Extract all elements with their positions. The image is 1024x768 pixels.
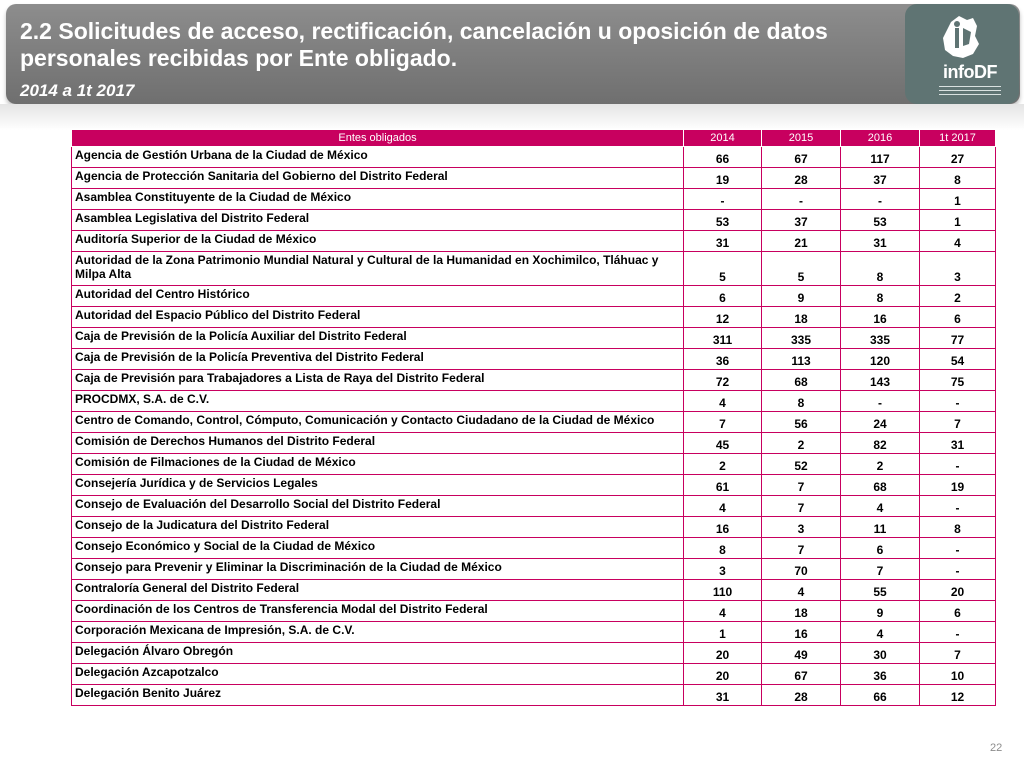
value-cell-y1t2017: 6 xyxy=(920,307,996,328)
value-cell-y1t2017: 75 xyxy=(920,370,996,391)
entity-name-cell: Agencia de Gestión Urbana de la Ciudad de México xyxy=(72,147,684,168)
title-banner xyxy=(6,4,1020,104)
value-cell-y1t2017: 6 xyxy=(920,601,996,622)
table-row xyxy=(72,370,996,391)
value-cell-y1t2017: - xyxy=(920,538,996,559)
value-cell-y2016: 24 xyxy=(841,412,920,433)
value-cell-y2014: 12 xyxy=(684,307,762,328)
column-header-2015: 2015 xyxy=(762,130,841,147)
table-row xyxy=(72,643,996,664)
value-cell-y2016: 16 xyxy=(841,307,920,328)
table-row xyxy=(72,328,996,349)
value-cell-y2016: 31 xyxy=(841,231,920,252)
value-cell-y2015: 7 xyxy=(762,496,841,517)
value-cell-y2015: 18 xyxy=(762,307,841,328)
value-cell-y2014: 6 xyxy=(684,286,762,307)
value-cell-y2015: 18 xyxy=(762,601,841,622)
value-cell-y2014: 72 xyxy=(684,370,762,391)
value-cell-y2015: 52 xyxy=(762,454,841,475)
value-cell-y2015: 7 xyxy=(762,538,841,559)
entity-name-cell: Asamblea Constituyente de la Ciudad de México xyxy=(72,189,684,210)
value-cell-y2014: 110 xyxy=(684,580,762,601)
value-cell-y2014: 8 xyxy=(684,538,762,559)
value-cell-y2016: 37 xyxy=(841,168,920,189)
value-cell-y2015: 113 xyxy=(762,349,841,370)
entity-name-cell: Agencia de Protección Sanitaria del Gobierno del Distrito Federal xyxy=(72,168,684,189)
entity-name-cell: Centro de Comando, Control, Cómputo, Comunicación y Contacto Ciudadano de la Ciudad de México xyxy=(72,412,684,433)
value-cell-y2016: 4 xyxy=(841,622,920,643)
logo-caption-lines xyxy=(939,86,1001,95)
entity-name-cell: Corporación Mexicana de Impresión, S.A. de C.V. xyxy=(72,622,684,643)
value-cell-y2015: 28 xyxy=(762,685,841,706)
value-cell-y2014: 16 xyxy=(684,517,762,538)
value-cell-y2014: 45 xyxy=(684,433,762,454)
column-header-entity: Entes obligados xyxy=(72,130,684,147)
value-cell-y2016: 55 xyxy=(841,580,920,601)
entity-name-cell: Caja de Previsión para Trabajadores a Lista de Raya del Distrito Federal xyxy=(72,370,684,391)
value-cell-y2016: 11 xyxy=(841,517,920,538)
value-cell-y2015: 67 xyxy=(762,664,841,685)
entity-name-cell: Consejo Económico y Social de la Ciudad de México xyxy=(72,538,684,559)
entity-name-cell: Caja de Previsión de la Policía Auxiliar del Distrito Federal xyxy=(72,328,684,349)
value-cell-y1t2017: 1 xyxy=(920,189,996,210)
table-row xyxy=(72,168,996,189)
table-row xyxy=(72,433,996,454)
value-cell-y2015: 335 xyxy=(762,328,841,349)
table-row xyxy=(72,349,996,370)
value-cell-y2016: 120 xyxy=(841,349,920,370)
table-row xyxy=(72,496,996,517)
value-cell-y2014: 7 xyxy=(684,412,762,433)
page-title: 2.2 Solicitudes de acceso, rectificación, cancelación u oposición de datos personales recibidas por Ente obligado. xyxy=(20,18,828,71)
value-cell-y2014: 36 xyxy=(684,349,762,370)
banner-shadow xyxy=(0,104,1024,130)
entity-name-cell: Consejería Jurídica y de Servicios Legales xyxy=(72,475,684,496)
table-row xyxy=(72,307,996,328)
value-cell-y1t2017: - xyxy=(920,391,996,412)
value-cell-y2015: 28 xyxy=(762,168,841,189)
value-cell-y2015: 70 xyxy=(762,559,841,580)
entity-name-cell: Consejo para Prevenir y Eliminar la Discriminación de la Ciudad de México xyxy=(72,559,684,580)
value-cell-y2015: 49 xyxy=(762,643,841,664)
value-cell-y2016: 36 xyxy=(841,664,920,685)
value-cell-y2014: 31 xyxy=(684,685,762,706)
entity-name-cell: Comisión de Filmaciones de la Ciudad de México xyxy=(72,454,684,475)
value-cell-y1t2017: 8 xyxy=(920,168,996,189)
value-cell-y1t2017: 77 xyxy=(920,328,996,349)
value-cell-y2015: - xyxy=(762,189,841,210)
value-cell-y1t2017: 8 xyxy=(920,517,996,538)
value-cell-y2014: 3 xyxy=(684,559,762,580)
requests-table xyxy=(71,129,996,706)
table-row xyxy=(72,189,996,210)
value-cell-y1t2017: 7 xyxy=(920,412,996,433)
value-cell-y2015: 7 xyxy=(762,475,841,496)
value-cell-y2014: 19 xyxy=(684,168,762,189)
value-cell-y2015: 2 xyxy=(762,433,841,454)
value-cell-y1t2017: 1 xyxy=(920,210,996,231)
value-cell-y2014: 4 xyxy=(684,391,762,412)
value-cell-y2016: 66 xyxy=(841,685,920,706)
value-cell-y2016: 7 xyxy=(841,559,920,580)
value-cell-y1t2017: 4 xyxy=(920,231,996,252)
value-cell-y2014: 66 xyxy=(684,147,762,168)
value-cell-y1t2017: 3 xyxy=(920,252,996,286)
value-cell-y2014: 20 xyxy=(684,664,762,685)
entity-name-cell: Auditoría Superior de la Ciudad de México xyxy=(72,231,684,252)
value-cell-y2014: 20 xyxy=(684,643,762,664)
value-cell-y2014: 61 xyxy=(684,475,762,496)
value-cell-y2015: 8 xyxy=(762,391,841,412)
table-row xyxy=(72,412,996,433)
value-cell-y2016: - xyxy=(841,189,920,210)
value-cell-y2016: 4 xyxy=(841,496,920,517)
value-cell-y1t2017: 27 xyxy=(920,147,996,168)
value-cell-y1t2017: - xyxy=(920,454,996,475)
entity-name-cell: Consejo de la Judicatura del Distrito Federal xyxy=(72,517,684,538)
column-header-2014: 2014 xyxy=(684,130,762,147)
table-row xyxy=(72,517,996,538)
infodf-logo xyxy=(905,4,1019,104)
value-cell-y1t2017: - xyxy=(920,622,996,643)
value-cell-y2015: 67 xyxy=(762,147,841,168)
value-cell-y2014: - xyxy=(684,189,762,210)
value-cell-y2014: 2 xyxy=(684,454,762,475)
value-cell-y1t2017: - xyxy=(920,496,996,517)
shield-emblem-icon xyxy=(933,14,989,62)
value-cell-y2014: 4 xyxy=(684,601,762,622)
value-cell-y2015: 37 xyxy=(762,210,841,231)
value-cell-y2016: 6 xyxy=(841,538,920,559)
table-row xyxy=(72,252,996,286)
value-cell-y1t2017: 7 xyxy=(920,643,996,664)
logo-wordmark: infoDF xyxy=(943,62,997,82)
value-cell-y2015: 9 xyxy=(762,286,841,307)
value-cell-y2015: 5 xyxy=(762,252,841,286)
value-cell-y2016: 8 xyxy=(841,252,920,286)
value-cell-y2016: 8 xyxy=(841,286,920,307)
value-cell-y2016: 68 xyxy=(841,475,920,496)
value-cell-y2016: 9 xyxy=(841,601,920,622)
entity-name-cell: PROCDMX, S.A. de C.V. xyxy=(72,391,684,412)
entity-name-cell: Delegación Benito Juárez xyxy=(72,685,684,706)
table-row xyxy=(72,391,996,412)
value-cell-y2016: 53 xyxy=(841,210,920,231)
entity-name-cell: Consejo de Evaluación del Desarrollo Social del Distrito Federal xyxy=(72,496,684,517)
value-cell-y2014: 31 xyxy=(684,231,762,252)
column-header-2016: 2016 xyxy=(841,130,920,147)
entity-name-cell: Asamblea Legislativa del Distrito Federal xyxy=(72,210,684,231)
value-cell-y2016: 117 xyxy=(841,147,920,168)
table-row xyxy=(72,685,996,706)
entity-name-cell: Coordinación de los Centros de Transferencia Modal del Distrito Federal xyxy=(72,601,684,622)
table-row xyxy=(72,454,996,475)
entity-name-cell: Delegación Azcapotzalco xyxy=(72,664,684,685)
table-row xyxy=(72,622,996,643)
value-cell-y2016: 30 xyxy=(841,643,920,664)
value-cell-y1t2017: 19 xyxy=(920,475,996,496)
entity-name-cell: Comisión de Derechos Humanos del Distrito Federal xyxy=(72,433,684,454)
value-cell-y1t2017: 54 xyxy=(920,349,996,370)
table-header-row xyxy=(72,130,996,147)
value-cell-y2016: 335 xyxy=(841,328,920,349)
value-cell-y1t2017: 31 xyxy=(920,433,996,454)
value-cell-y2015: 56 xyxy=(762,412,841,433)
value-cell-y2015: 16 xyxy=(762,622,841,643)
value-cell-y2014: 4 xyxy=(684,496,762,517)
table-row xyxy=(72,475,996,496)
value-cell-y1t2017: - xyxy=(920,559,996,580)
value-cell-y1t2017: 2 xyxy=(920,286,996,307)
value-cell-y1t2017: 20 xyxy=(920,580,996,601)
value-cell-y2015: 3 xyxy=(762,517,841,538)
table-row xyxy=(72,538,996,559)
value-cell-y2016: 143 xyxy=(841,370,920,391)
value-cell-y1t2017: 10 xyxy=(920,664,996,685)
entity-name-cell: Autoridad del Centro Histórico xyxy=(72,286,684,307)
entity-name-cell: Autoridad de la Zona Patrimonio Mundial Natural y Cultural de la Humanidad en Xochimilco, Tláhuac y Milpa Alta xyxy=(72,252,684,286)
entity-name-cell: Caja de Previsión de la Policía Preventiva del Distrito Federal xyxy=(72,349,684,370)
column-header-1t-2017: 1t 2017 xyxy=(920,130,996,147)
table-body xyxy=(72,147,996,706)
value-cell-y2016: 2 xyxy=(841,454,920,475)
table-row xyxy=(72,601,996,622)
entity-name-cell: Contraloría General del Distrito Federal xyxy=(72,580,684,601)
value-cell-y2015: 21 xyxy=(762,231,841,252)
value-cell-y2014: 53 xyxy=(684,210,762,231)
table-row xyxy=(72,580,996,601)
value-cell-y2015: 4 xyxy=(762,580,841,601)
page-subtitle: 2014 a 1t 2017 xyxy=(20,81,135,100)
value-cell-y1t2017: 12 xyxy=(920,685,996,706)
table-row xyxy=(72,147,996,168)
value-cell-y2015: 68 xyxy=(762,370,841,391)
table-row xyxy=(72,210,996,231)
value-cell-y2014: 1 xyxy=(684,622,762,643)
page-number: 22 xyxy=(990,742,1003,754)
table-row xyxy=(72,559,996,580)
value-cell-y2014: 5 xyxy=(684,252,762,286)
value-cell-y2016: 82 xyxy=(841,433,920,454)
value-cell-y2016: - xyxy=(841,391,920,412)
table-row xyxy=(72,231,996,252)
entity-name-cell: Autoridad del Espacio Público del Distrito Federal xyxy=(72,307,684,328)
entity-name-cell: Delegación Álvaro Obregón xyxy=(72,643,684,664)
table-row xyxy=(72,286,996,307)
value-cell-y2014: 311 xyxy=(684,328,762,349)
table-row xyxy=(72,664,996,685)
